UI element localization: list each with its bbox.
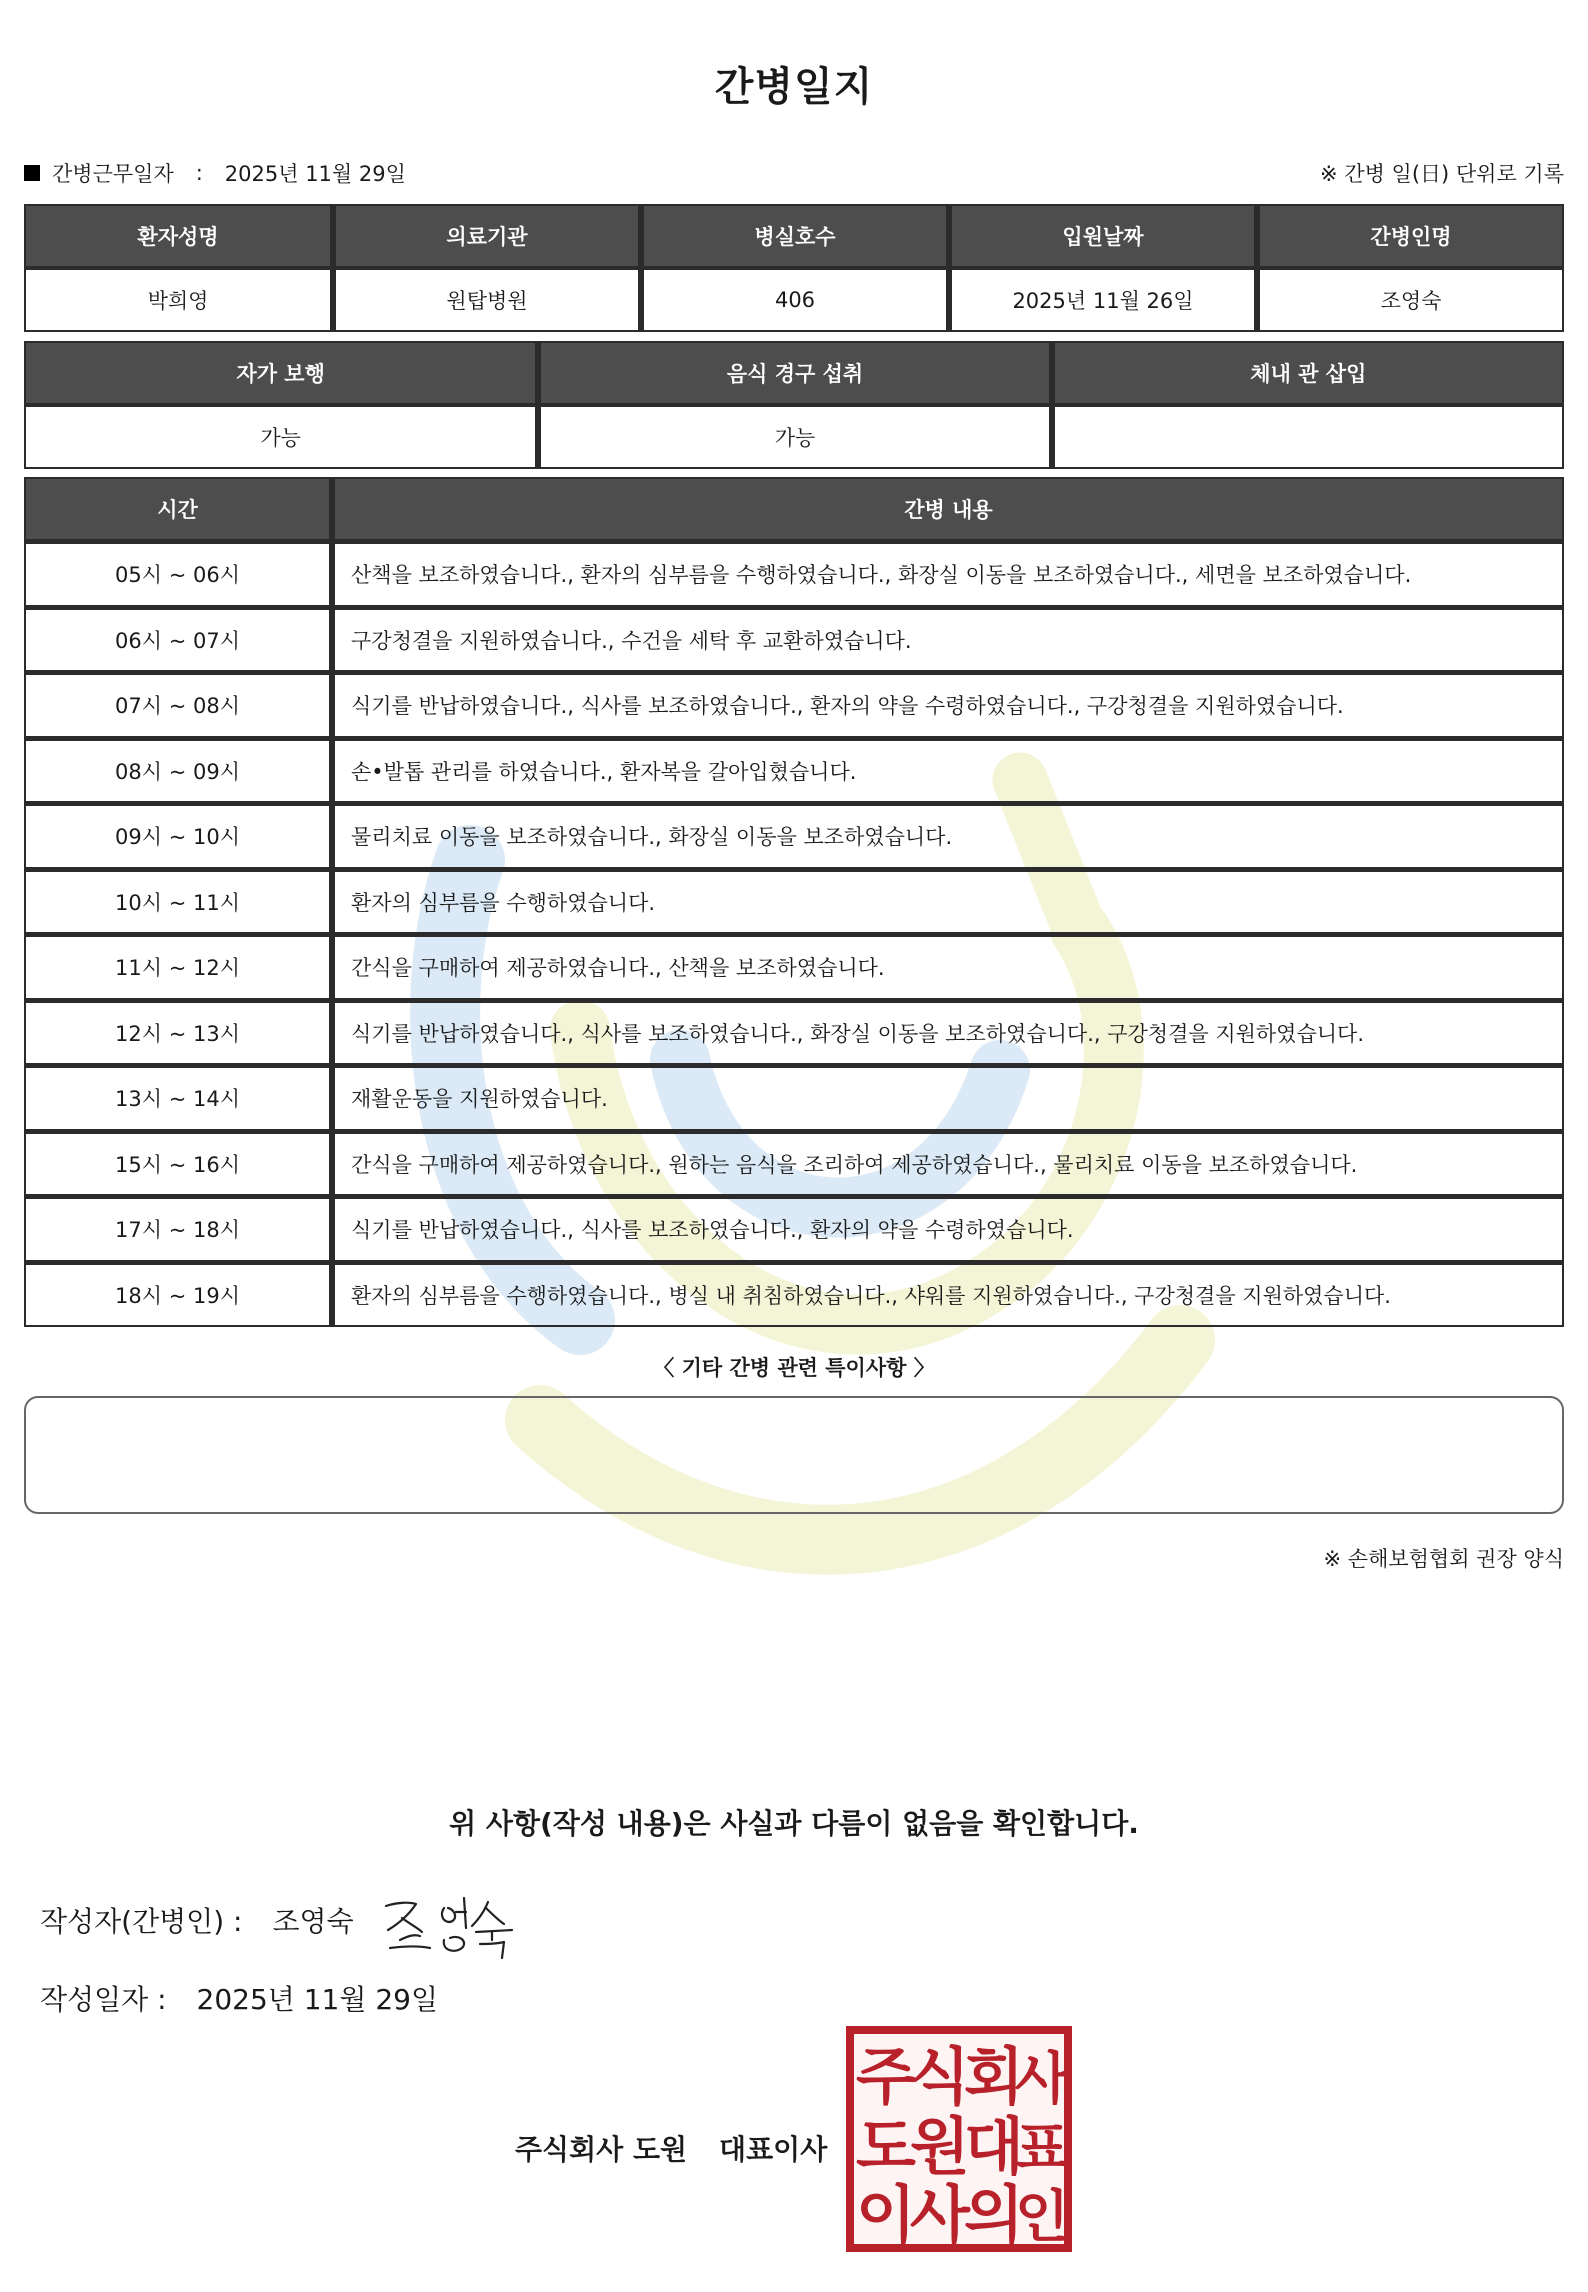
caregiver-name: 조영숙: [1256, 268, 1564, 332]
writer-name: 조영숙: [272, 1905, 354, 1938]
time-cell: 12시 ~ 13시: [24, 1000, 331, 1066]
patient-info-table: [24, 204, 1564, 332]
tube-insertion-value: [1051, 405, 1564, 469]
content-cell: 산책을 보조하였습니다., 환자의 심부름을 수행하였습니다., 화장실 이동을 보조하였습니다., 세면을 보조하였습니다.: [331, 541, 1564, 607]
work-date-value: 2025년 11월 29일: [224, 162, 406, 186]
oral-intake-value: 가능: [537, 405, 1050, 469]
admission-date: 2025년 11월 26일: [948, 268, 1256, 332]
table-row: [24, 607, 1564, 673]
content-cell: 물리치료 이동을 보조하였습니다., 화장실 이동을 보조하였습니다.: [331, 803, 1564, 869]
time-cell: 07시 ~ 08시: [24, 672, 331, 738]
svg-text:사: 사: [1014, 2047, 1070, 2112]
table-row: [24, 1065, 1564, 1131]
written-date-value: 2025년 11월 29일: [196, 1983, 438, 2016]
time-cell: 06시 ~ 07시: [24, 607, 331, 673]
table-row: [24, 1262, 1564, 1328]
record-unit-note: ※ 간병 일(日) 단위로 기록: [1320, 162, 1564, 186]
svg-text:이: 이: [856, 2178, 916, 2251]
table-row: [24, 869, 1564, 935]
svg-text:대: 대: [964, 2110, 1024, 2183]
work-date-label: 간병근무일자: [52, 162, 174, 186]
patient-name: 박희영: [24, 268, 332, 332]
colon-separator: :: [195, 161, 203, 185]
time-cell: 15시 ~ 16시: [24, 1131, 331, 1197]
hospital-name: 원탑병원: [332, 268, 640, 332]
table-row: [24, 541, 1564, 607]
content-cell: 식기를 반납하였습니다., 식사를 보조하였습니다., 환자의 약을 수령하였습니다.: [331, 1196, 1564, 1262]
header-admission-date: 입원날짜: [948, 204, 1256, 268]
time-cell: 18시 ~ 19시: [24, 1262, 331, 1328]
care-log-table: [24, 477, 1564, 1327]
confirmation-statement: 위 사항(작성 내용)은 사실과 다름이 없음을 확인합니다.: [449, 1807, 1139, 1840]
svg-text:원: 원: [910, 2110, 970, 2183]
page-title: 간병일지: [714, 64, 874, 110]
self-walking-value: 가능: [24, 405, 537, 469]
square-bullet-icon: [24, 165, 40, 181]
header-patient-name: 환자성명: [24, 204, 332, 268]
table-row: [24, 803, 1564, 869]
svg-text:식: 식: [910, 2040, 970, 2113]
writer-row: [40, 1900, 354, 1940]
work-date-row: [24, 158, 1564, 188]
form-source-note: ※ 손해보험협회 권장 양식: [1323, 1547, 1564, 1571]
handwritten-signature: [380, 1884, 540, 1964]
svg-text:사: 사: [910, 2178, 970, 2251]
written-date-row: [40, 1978, 438, 2018]
table-row: [24, 1196, 1564, 1262]
content-cell: 구강청결을 지원하였습니다., 수건을 세탁 후 교환하였습니다.: [331, 607, 1564, 673]
time-cell: 05시 ~ 06시: [24, 541, 331, 607]
header-time: 시간: [24, 477, 331, 541]
time-cell: 08시 ~ 09시: [24, 738, 331, 804]
writer-label: 작성자(간병인) :: [40, 1905, 243, 1938]
company-signature-block: [515, 2128, 827, 2168]
header-self-walking: 자가 보행: [24, 341, 537, 405]
content-cell: 환자의 심부름을 수행하였습니다.: [331, 869, 1564, 935]
table-row: [24, 1131, 1564, 1197]
svg-text:표: 표: [1014, 2117, 1070, 2182]
header-caregiver-name: 간병인명: [1256, 204, 1564, 268]
table-row: [24, 738, 1564, 804]
header-care-content: 간병 내용: [331, 477, 1564, 541]
content-cell: 재활운동을 지원하였습니다.: [331, 1065, 1564, 1131]
time-cell: 10시 ~ 11시: [24, 869, 331, 935]
company-name: 주식회사 도원: [515, 2133, 688, 2166]
svg-text:인: 인: [1014, 2185, 1070, 2250]
svg-text:주: 주: [856, 2040, 916, 2113]
table-row: [24, 672, 1564, 738]
content-cell: 간식을 구매하여 제공하였습니다., 산책을 보조하였습니다.: [331, 934, 1564, 1000]
svg-text:도: 도: [856, 2110, 916, 2183]
room-number: 406: [640, 268, 948, 332]
representative-title: 대표이사: [719, 2133, 828, 2166]
header-room-number: 병실호수: [640, 204, 948, 268]
table-row: [24, 1000, 1564, 1066]
time-cell: 13시 ~ 14시: [24, 1065, 331, 1131]
company-seal-stamp: [846, 2026, 1072, 2252]
table-row: [24, 934, 1564, 1000]
header-oral-intake: 음식 경구 섭취: [537, 341, 1050, 405]
content-cell: 간식을 구매하여 제공하였습니다., 원하는 음식을 조리하여 제공하였습니다., 물리치료 이동을 보조하였습니다.: [331, 1131, 1564, 1197]
svg-text:회: 회: [964, 2040, 1024, 2113]
time-cell: 09시 ~ 10시: [24, 803, 331, 869]
time-cell: 17시 ~ 18시: [24, 1196, 331, 1262]
notes-title: 〈 기타 간병 관련 특이사항 〉: [653, 1356, 935, 1380]
content-cell: 환자의 심부름을 수행하였습니다., 병실 내 취침하였습니다., 샤워를 지원하였습니다., 구강청결을 지원하였습니다.: [331, 1262, 1564, 1328]
header-hospital: 의료기관: [332, 204, 640, 268]
content-cell: 손•발톱 관리를 하였습니다., 환자복을 갈아입혔습니다.: [331, 738, 1564, 804]
written-date-label: 작성일자 :: [40, 1983, 167, 2016]
time-cell: 11시 ~ 12시: [24, 934, 331, 1000]
content-cell: 식기를 반납하였습니다., 식사를 보조하였습니다., 화장실 이동을 보조하였습니다., 구강청결을 지원하였습니다.: [331, 1000, 1564, 1066]
patient-status-table: [24, 341, 1564, 469]
svg-text:의: 의: [964, 2178, 1024, 2251]
special-notes-box: [24, 1396, 1564, 1514]
header-tube-insertion: 체내 관 삽입: [1051, 341, 1564, 405]
content-cell: 식기를 반납하였습니다., 식사를 보조하였습니다., 환자의 약을 수령하였습니다., 구강청결을 지원하였습니다.: [331, 672, 1564, 738]
